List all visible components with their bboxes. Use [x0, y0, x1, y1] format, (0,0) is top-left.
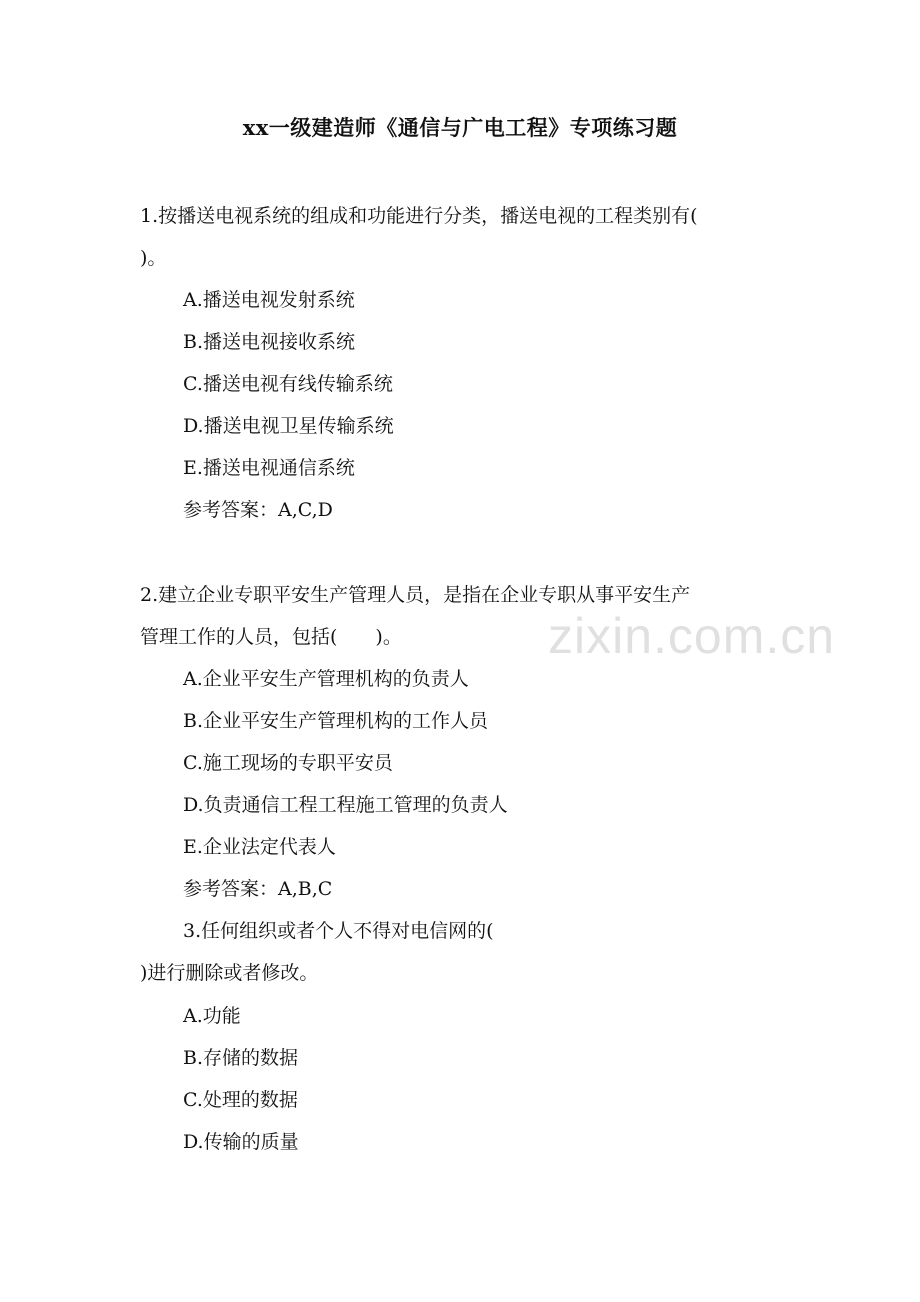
question-2-option-c: C.施工现场的专职平安员	[183, 752, 393, 774]
question-3-option-a: A.功能	[183, 1005, 241, 1027]
question-3-option-d: D.传输的质量	[183, 1131, 299, 1153]
question-2-option-a: A.企业平安生产管理机构的负责人	[183, 668, 469, 690]
question-1-option-d: D.播送电视卫星传输系统	[183, 415, 394, 437]
question-1-stem-line-1: 1.按播送电视系统的组成和功能进行分类，播送电视的工程类别有(	[140, 205, 698, 227]
question-3-stem-line-2: )进行删除或者修改。	[140, 962, 319, 984]
question-1-option-e: E.播送电视通信系统	[183, 457, 355, 479]
question-1-option-a: A.播送电视发射系统	[183, 289, 355, 311]
question-2-stem-line-2: 管理工作的人员，包括( )。	[140, 626, 402, 648]
question-2-option-d: D.负责通信工程工程施工管理的负责人	[183, 794, 508, 816]
question-3-stem-line-1: 3.任何组织或者个人不得对电信网的(	[183, 920, 494, 942]
question-2-stem-line-1: 2.建立企业专职平安生产管理人员，是指在企业专职从事平安生产	[140, 584, 691, 606]
question-1-option-c: C.播送电视有线传输系统	[183, 373, 393, 395]
question-2-option-e: E.企业法定代表人	[183, 836, 336, 858]
question-2-option-b: B.企业平安生产管理机构的工作人员	[183, 710, 489, 732]
question-1-answer: 参考答案：A,C,D	[183, 499, 333, 521]
question-3-option-c: C.处理的数据	[183, 1089, 298, 1111]
question-1-option-b: B.播送电视接收系统	[183, 331, 356, 353]
question-1-stem-line-2: )。	[140, 247, 167, 269]
question-3-option-b: B.存储的数据	[183, 1047, 299, 1069]
question-2-answer: 参考答案：A,B,C	[183, 878, 333, 900]
watermark: zixin.com.cn	[548, 608, 836, 664]
document-title: xx一级建造师《通信与广电工程》专项练习题	[242, 115, 678, 140]
